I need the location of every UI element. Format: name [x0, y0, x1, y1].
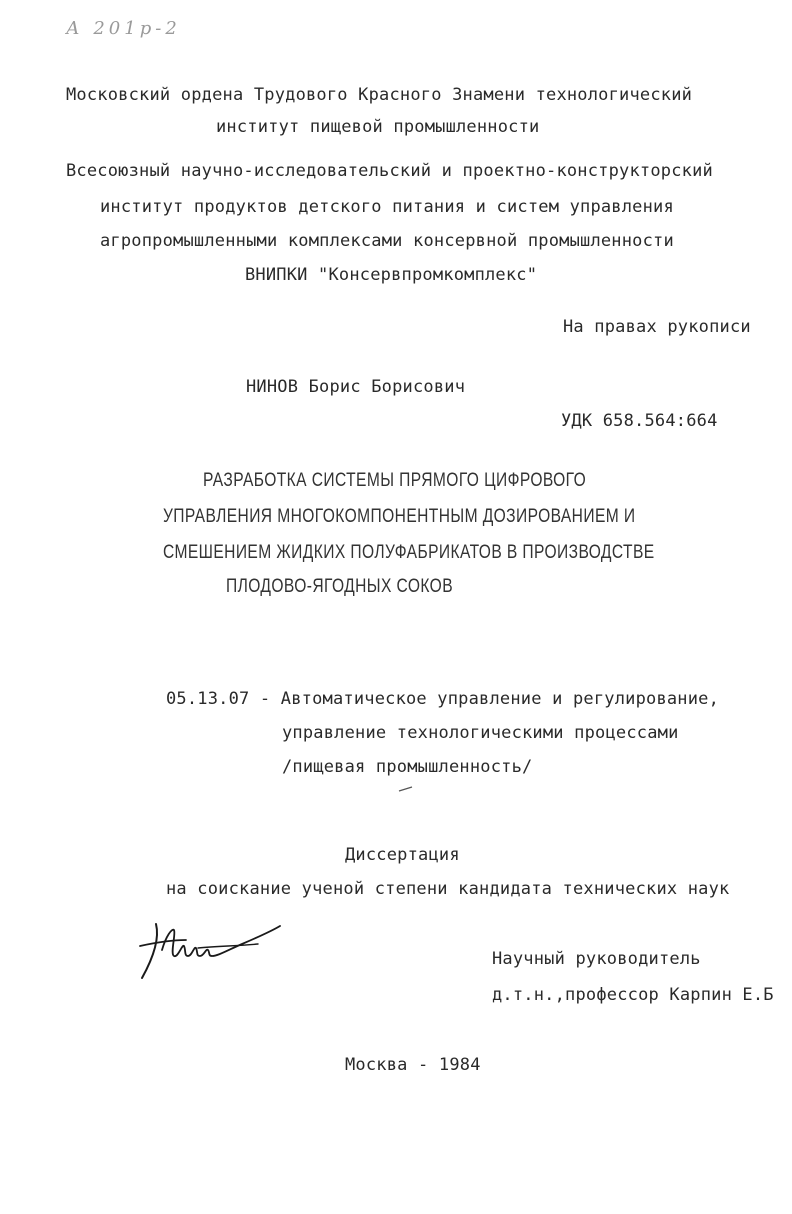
archive-stamp: А 201р-2 [66, 18, 181, 39]
title-line2: УПРАВЛЕНИЯ МНОГОКОМПОНЕНТНЫМ ДОЗИРОВАНИЕМ И [163, 506, 636, 527]
org1-line1: Московский ордена Трудового Красного Знамени технологический [66, 85, 693, 105]
org2-line3: агропромышленными комплексами консервной промышленности [100, 231, 674, 251]
specialty-line3: /пищевая промышленность/ [282, 757, 533, 777]
manuscript-note: На правах рукописи [563, 317, 751, 337]
title-line4: ПЛОДОВО-ЯГОДНЫХ СОКОВ [226, 576, 454, 597]
dissertation-heading: Диссертация [345, 845, 460, 865]
supervisor-name: д.т.н.,профессор Карпин Е.Б [492, 985, 774, 1005]
dissertation-degree: на соискание ученой степени кандидата технических наук [166, 879, 730, 899]
org1-line2: институт пищевой промышленности [216, 117, 540, 137]
specialty-line2: управление технологическими процессами [282, 723, 679, 743]
place-year: Москва - 1984 [345, 1055, 481, 1075]
author-name: НИНОВ Борис Борисович [246, 377, 466, 397]
udc-code: УДК 658.564:664 [561, 411, 718, 431]
handwritten-signature [138, 916, 283, 980]
title-line3: СМЕШЕНИЕМ ЖИДКИХ ПОЛУФАБРИКАТОВ В ПРОИЗВОДСТВЕ [163, 542, 655, 563]
title-line1: РАЗРАБОТКА СИСТЕМЫ ПРЯМОГО ЦИФРОВОГО [203, 470, 587, 491]
specialty-line1: 05.13.07 - Автоматическое управление и регулирование, [166, 689, 720, 709]
org2-line2: институт продуктов детского питания и систем управления [100, 197, 674, 217]
pen-mark [398, 786, 414, 792]
org2-line1: Всесоюзный научно-исследовательский и проектно-конструкторский [66, 161, 713, 181]
org2-line4: ВНИПКИ "Консервпромкомплекс" [245, 265, 538, 285]
supervisor-label: Научный руководитель [492, 949, 701, 969]
